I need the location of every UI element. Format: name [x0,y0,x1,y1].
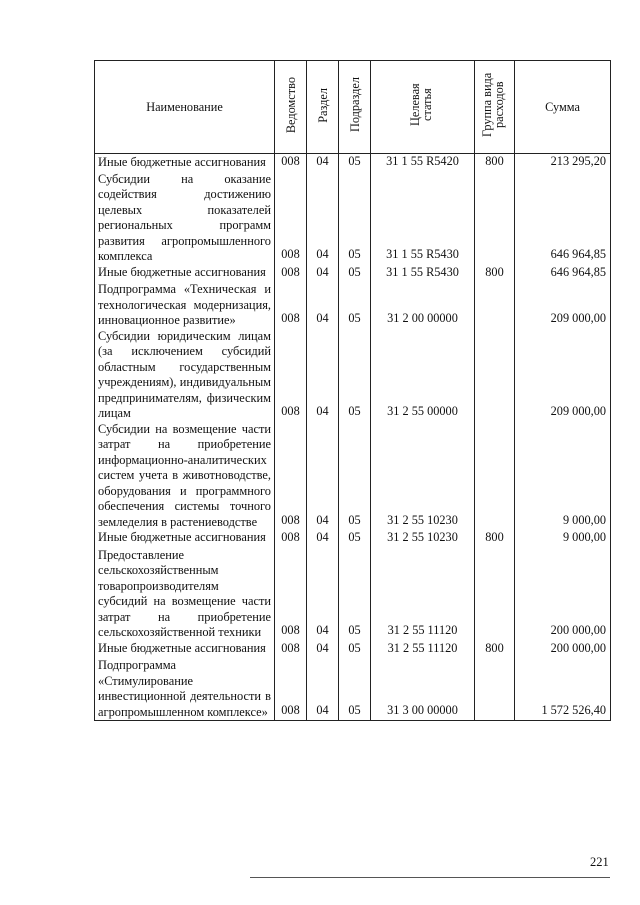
row-amount: 209 000,00 [515,329,611,422]
row-amount: 9 000,00 [515,530,611,548]
header-subsection: Подраздел [339,61,371,154]
table-row [95,658,611,721]
row-department: 008 [275,658,307,721]
row-department: 008 [275,548,307,641]
row-name: Предоставление сельскохозяйственным товаропроизводителям субсидий на возмещение части затрат на приобретение сельскохозяйственной техники [95,548,275,641]
row-amount: 200 000,00 [515,641,611,659]
row-name: Иные бюджетные ассигнования [95,641,275,659]
header-section: Раздел [307,61,339,154]
row-subsection: 05 [339,658,371,721]
row-expense-group [475,548,515,641]
row-department: 008 [275,530,307,548]
row-subsection: 05 [339,422,371,531]
row-department: 008 [275,265,307,283]
row-subsection: 05 [339,172,371,265]
row-department: 008 [275,422,307,531]
table-row [95,329,611,422]
row-section: 04 [307,172,339,265]
table-row [95,422,611,531]
table-row [95,530,611,548]
row-section: 04 [307,329,339,422]
page-number: 221 [590,855,609,869]
row-target-article: 31 2 55 10230 [371,530,475,548]
row-section: 04 [307,154,339,172]
table-row [95,154,611,172]
row-expense-group [475,172,515,265]
header-department: Ведомство [275,61,307,154]
table-row [95,172,611,265]
row-section: 04 [307,265,339,283]
row-target-article: 31 1 55 R5420 [371,154,475,172]
row-target-article: 31 2 55 11120 [371,548,475,641]
row-expense-group [475,422,515,531]
row-subsection: 05 [339,282,371,329]
row-department: 008 [275,172,307,265]
row-target-article: 31 2 00 00000 [371,282,475,329]
row-name: Субсидии на оказание содействия достижению целевых показателей региональных программ развития агропромышленного комплекса [95,172,275,265]
row-department: 008 [275,282,307,329]
row-department: 008 [275,641,307,659]
row-amount: 200 000,00 [515,548,611,641]
row-subsection: 05 [339,641,371,659]
row-section: 04 [307,282,339,329]
row-target-article: 31 2 55 11120 [371,641,475,659]
footer-line [250,877,610,878]
row-amount: 1 572 526,40 [515,658,611,721]
row-section: 04 [307,548,339,641]
row-target-article: 31 1 55 R5430 [371,172,475,265]
row-section: 04 [307,658,339,721]
table-row [95,548,611,641]
header-name: Наименование [95,61,275,154]
row-name: Подпрограмма «Техническая и технологическая модернизация, инновационное развитие» [95,282,275,329]
row-name: Подпрограмма «Стимулирование инвестиционной деятельности в агропромышленном комплексе» [95,658,275,721]
row-name: Субсидии юридическим лицам (за исключением субсидий областным государственным учреждениям), индивидуальным предпринимателям, физическим лицам [95,329,275,422]
row-amount: 209 000,00 [515,282,611,329]
row-expense-group: 800 [475,530,515,548]
row-amount: 646 964,85 [515,172,611,265]
row-section: 04 [307,530,339,548]
row-amount: 646 964,85 [515,265,611,283]
row-department: 008 [275,154,307,172]
row-department: 008 [275,329,307,422]
row-subsection: 05 [339,265,371,283]
row-amount: 9 000,00 [515,422,611,531]
table-body [95,154,611,721]
table-row [95,282,611,329]
budget-table [94,60,611,721]
row-expense-group [475,282,515,329]
header-target-article: Целевая статья [371,61,475,154]
row-name: Иные бюджетные ассигнования [95,530,275,548]
row-target-article: 31 2 55 00000 [371,329,475,422]
row-section: 04 [307,422,339,531]
table-row [95,265,611,283]
row-subsection: 05 [339,154,371,172]
row-name: Субсидии на возмещение части затрат на приобретение информационно-аналитических систем учета в животноводстве, оборудования и программного обеспечения системы точного земледелия в растениеводстве [95,422,275,531]
row-subsection: 05 [339,548,371,641]
row-expense-group: 800 [475,154,515,172]
row-subsection: 05 [339,329,371,422]
row-expense-group [475,329,515,422]
table-row [95,641,611,659]
row-expense-group: 800 [475,265,515,283]
row-amount: 213 295,20 [515,154,611,172]
row-name: Иные бюджетные ассигнования [95,265,275,283]
row-subsection: 05 [339,530,371,548]
header-expense-group: Группа вида расходов [475,61,515,154]
table-header-row [95,61,611,154]
row-name: Иные бюджетные ассигнования [95,154,275,172]
row-section: 04 [307,641,339,659]
row-target-article: 31 3 00 00000 [371,658,475,721]
row-target-article: 31 1 55 R5430 [371,265,475,283]
header-amount: Сумма [515,61,611,154]
row-expense-group [475,658,515,721]
row-expense-group: 800 [475,641,515,659]
row-target-article: 31 2 55 10230 [371,422,475,531]
